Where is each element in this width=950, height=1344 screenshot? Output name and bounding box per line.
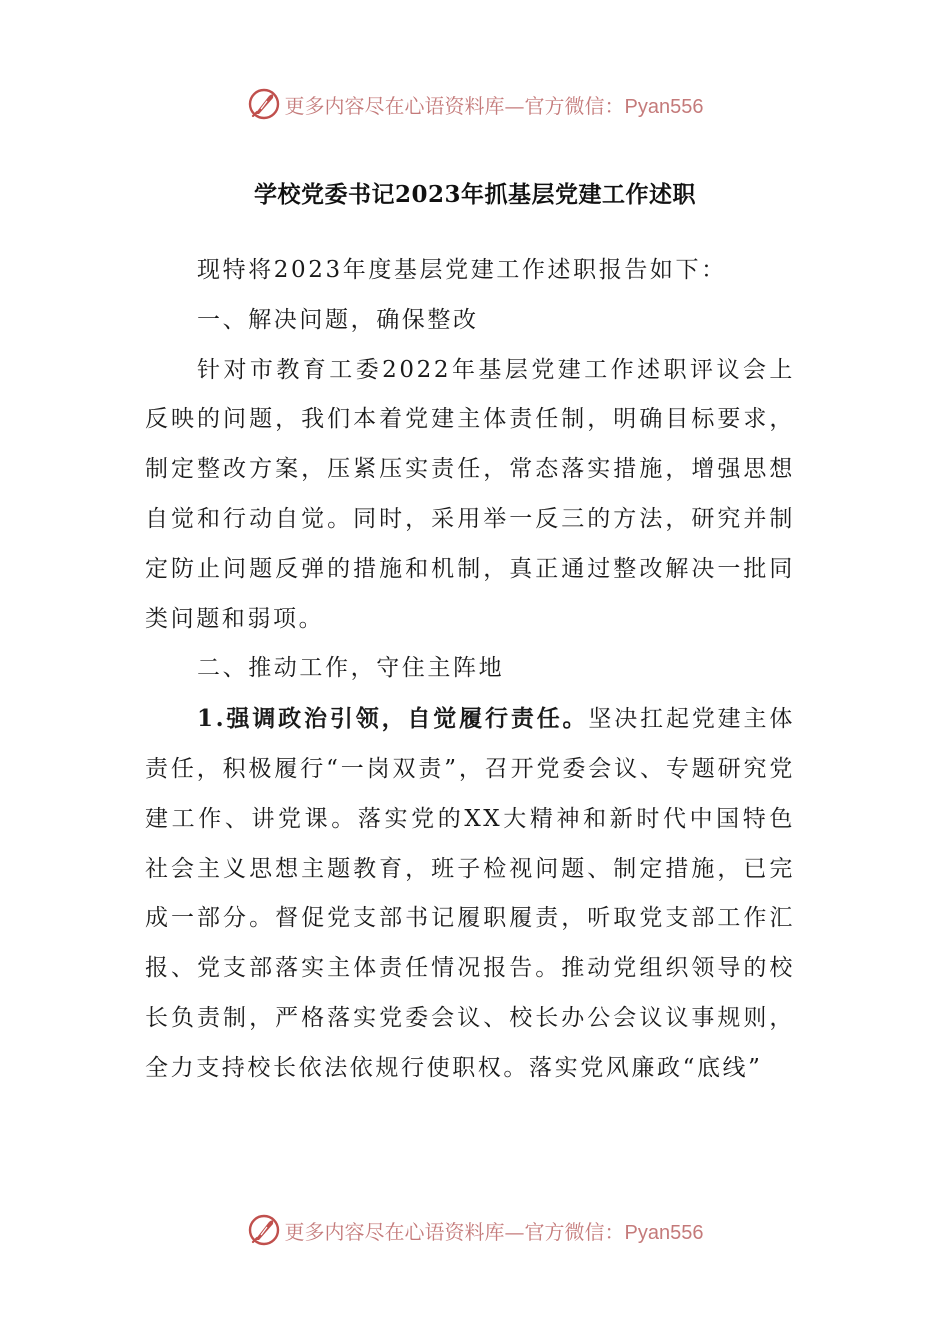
watermark-handle: Pyan556 (624, 1221, 704, 1244)
item1-paragraph (145, 694, 795, 1093)
document-title: 学校党委书记2023年抓基层党建工作述职 (253, 181, 696, 208)
watermark-banner-top (0, 84, 950, 124)
quill-pen-logo-icon (247, 1213, 281, 1247)
document-body (145, 246, 795, 1094)
watermark-text: 更多内容尽在心语资料库—官方微信：Pyan556 (284, 93, 704, 118)
item1-lead: 1.强调政治引领，自觉履行责任。 (197, 705, 589, 733)
intro-paragraph: 现特将2023年度基层党建工作述职报告如下： (197, 257, 727, 283)
section2-heading: 二、推动工作，守住主阵地 (197, 655, 505, 682)
watermark-handle: Pyan556 (624, 95, 704, 118)
item1-body: 坚决扛起党建主体责任，积极履行“一岗双责”，召开党委会议、专题研究党建工作、讲党课。落实党的XX大精神和新时代中国特色社会主义思想主题教育，班子检视问题、制定措施，已完成一部分。督促党支部书记履职履责，听取党支部工作汇报、党支部落实主体责任情况报告。推动党组织领导的校长负责制，严格落实党委会议、校长办公会议议事规则，全力支持校长依法依规行使职权。落实党风廉政“底线” (145, 706, 795, 1081)
watermark-text: 更多内容尽在心语资料库—官方微信：Pyan556 (284, 1219, 704, 1244)
watermark-banner-bottom (0, 1210, 950, 1250)
section1-heading: 一、解决问题，确保整改 (197, 306, 479, 333)
quill-pen-logo-icon (247, 87, 281, 121)
section1-paragraph: 针对市教育工委2022年基层党建工作述职评议会上反映的问题，我们本着党建主体责任制，明确目标要求，制定整改方案，压紧压实责任，常态落实措施，增强思想自觉和行动自觉。同时，采用举一反三的方法，研究并制定防止问题反弹的措施和机制，真正通过整改解决一批同类问题和弱项。 (145, 356, 795, 632)
